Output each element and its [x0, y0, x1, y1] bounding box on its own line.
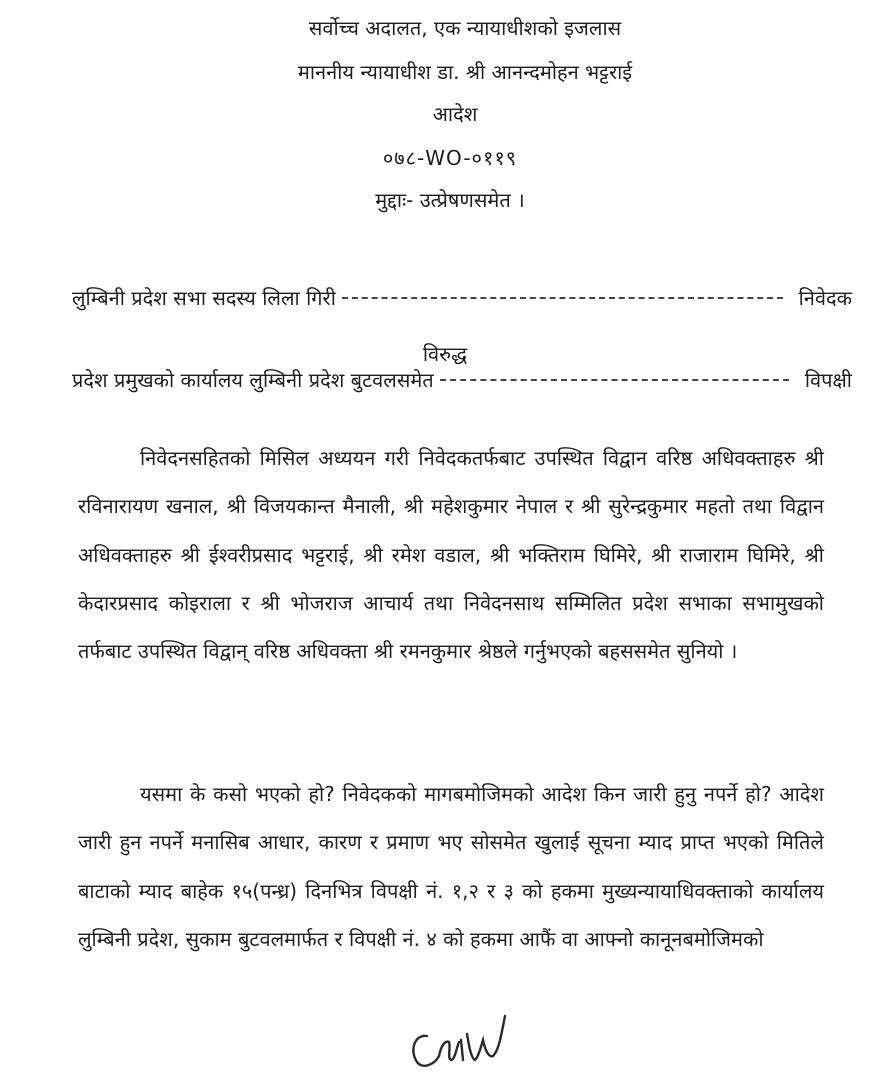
case-number: ०७८-WO-०११९: [382, 146, 518, 170]
case-subject: मुद्दाः- उत्प्रेषणसमेत ।: [375, 188, 525, 212]
petitioner-name: लुम्बिनी प्रदेश सभा सदस्य लिला गिरी: [72, 286, 336, 310]
document-type: आदेश: [432, 102, 478, 126]
body-paragraph-1: निवेदनसहितको मिसिल अध्ययन गरी निवेदकतर्फबाट उपस्थित विद्वान वरिष्ठ अधिवक्ताहरु श्री रविनारायण खनाल, श्री विजयकान्त मैनाली, श्री महेशकुमार नेपाल र श्री सुरेन्द्रकुमार महतो तथा विद्वान अधिवक्ताहरु श्री ईश्वरीप्रसाद भट्टराई, श्री रमेश वडाल, श्री भक्तिराम घिमिरे, श्री राजाराम घिमिरे, श्री केदारप्रसाद कोइराला र श्री भोजराज आचार्य तथा निवेदनसाथ सम्मिलित प्रदेश सभाका सभामुखको तर्फबाट उपस्थित विद्वान् वरिष्ठ अधिवक्ता श्री रमनकुमार श्रेष्ठले गर्नुभएको बहससमेत सुनियो ।: [78, 446, 824, 664]
respondent-role: विपक्षी: [804, 368, 852, 392]
respondent-name: प्रदेश प्रमुखको कार्यालय लुम्बिनी प्रदेश बुटवलसमेत: [72, 368, 434, 392]
leader-dashes: [440, 378, 789, 381]
petitioner-role: निवेदक: [798, 286, 852, 310]
petitioner-line: [72, 284, 852, 311]
signature-initials: [405, 1006, 515, 1076]
versus-label: विरुद्ध: [422, 342, 468, 366]
court-heading: सर्वोच्च अदालत, एक न्यायाधीशको इजलास: [308, 16, 622, 40]
leader-dashes: [342, 296, 783, 299]
respondent-line: [72, 366, 852, 393]
body-paragraph-2: यसमा के कसो भएको हो? निवेदकको मागबमोजिमको आदेश किन जारी हुनु नपर्ने हो? आदेश जारी हुन नपर्ने मनासिब आधार, कारण र प्रमाण भए सोसमेत खुलाई सूचना म्याद प्राप्त भएको मितिले बाटाको म्याद बाहेक १५(पन्ध्र) दिनभित्र विपक्षी नं. १,२ र ३ को हकमा मुख्यन्यायाधिवक्ताको कार्यालय लुम्बिनी प्रदेश, सुकाम बुटवलमार्फत र विपक्षी नं. ४ को हकमा आफैं वा आफ्नो कानूनबमोजिमको: [78, 782, 824, 951]
judge-line: माननीय न्यायाधीश डा. श्री आनन्दमोहन भट्टराई: [297, 60, 633, 84]
